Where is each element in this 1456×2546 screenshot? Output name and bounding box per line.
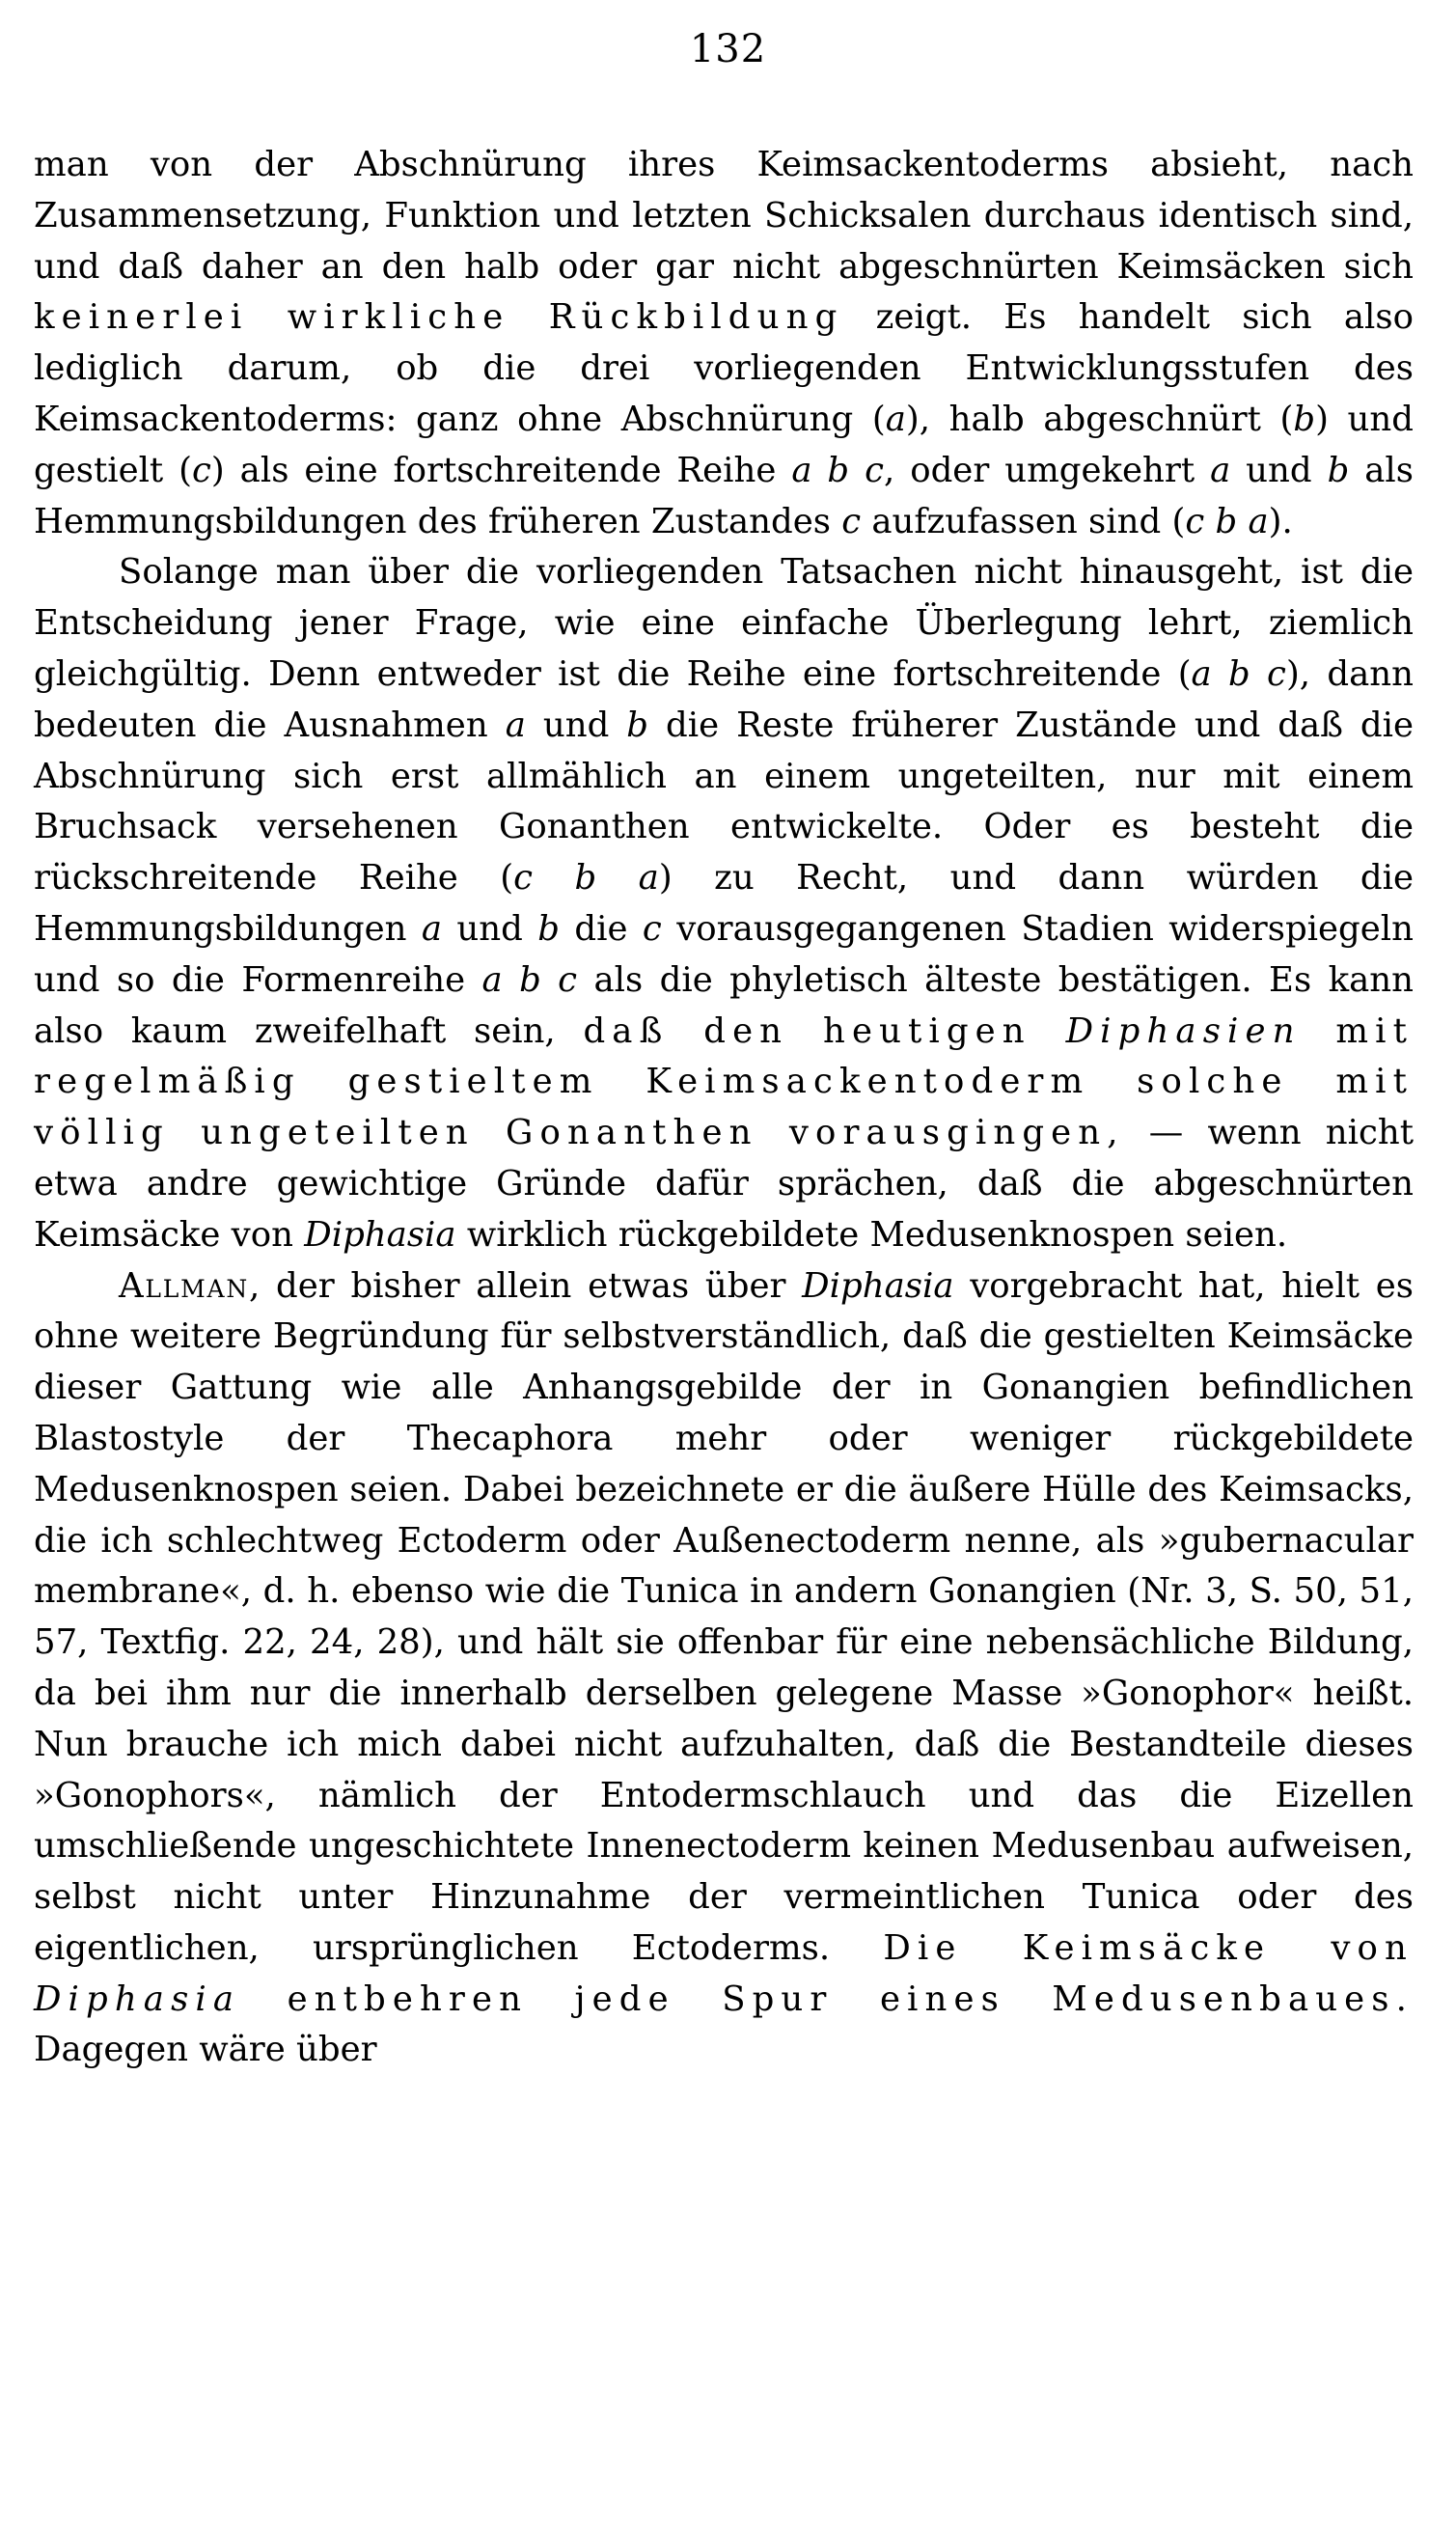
text-run: — wenn nicht etwa andre gewichtige Gründe dafür sprächen, daß die abgeschnürten Keimsäcke von: [34, 1113, 1414, 1255]
text-run: Dagegen wäre über: [34, 2030, 377, 2070]
spaced-emphasis: Die Keimsäcke von: [883, 1927, 1414, 1968]
paragraph-1: [34, 140, 1414, 547]
text-run: die Reste früherer Zustände und daß die Abschnürung sich erst allmählich an einem ungeteilten, nur mit einem Bruchsack versehenen Gonanthen entwickelte. Oder es besteht die rückschreitende Reihe (: [34, 705, 1414, 899]
page-number: 132: [689, 27, 767, 71]
text-run: und: [442, 908, 538, 949]
spaced-emphasis: entbehren jede Spur eines Medusenbaues.: [240, 1979, 1414, 2019]
italic-genus: Diphasia: [304, 1214, 456, 1255]
italic-series: c b a: [1185, 501, 1269, 541]
text-run: ) und gestielt (: [34, 399, 1414, 490]
italic-genus: Diphasia: [802, 1265, 954, 1306]
italic-letter: c: [192, 450, 211, 490]
text-run: als Hemmungsbildungen des früheren Zustandes: [34, 450, 1414, 541]
italic-letter: b: [1293, 399, 1316, 439]
text-run: man von der Abschnürung ihres Keimsackentoderms absieht, nach Zusammensetzung, Funktion und letzten Schicksalen durchaus identisch sind, und daß daher an den halb oder gar nicht abgeschnürten Keimsäcken sich: [34, 145, 1414, 287]
italic-letter: a: [885, 399, 906, 439]
italic-series: a b c: [791, 450, 884, 490]
text-run: und: [1230, 450, 1328, 490]
body-text: [34, 140, 1414, 2076]
text-run: als die phyletisch älteste bestätigen. Es kann also kaum zweifelhaft sein,: [34, 959, 1414, 1051]
text-run: wirklich rückgebildete Medusenknospen seien.: [455, 1214, 1288, 1255]
text-run: ).: [1268, 501, 1293, 541]
italic-letter: c: [841, 501, 862, 541]
text-run: ), halb abgeschnürt (: [905, 399, 1294, 439]
italic-letter: b: [1327, 450, 1350, 490]
spaced-emphasis: keinerlei wirkliche Rückbildung: [34, 297, 844, 338]
italic-series: c b a: [513, 858, 659, 899]
text-run: zeigt. Es handelt sich also lediglich darum, ob die drei vorliegenden Entwicklungsstufen des Keimsackentoderms: ganz ohne Abschnürung (: [34, 297, 1414, 439]
spaced-emphasis: daß den heutigen: [583, 1010, 1066, 1051]
text-run: vorgebracht hat, hielt es ohne weitere Begründung für selbstverständlich, daß die gestielten Keimsäcke dieser Gattung wie alle Anhangsgebilde der in Gonangien befindlichen Blastostyle der Thecaphora mehr oder weniger rückgebildete Medusenknospen seien. Dabei bezeichnete er die äußere Hülle des Keimsacks, die ich schlechtweg Ectoderm oder Außenectoderm nenne, als »gubernacular membrane«, d. h. ebenso wie die Tunica in andern Gonangien (Nr. 3, S. 50, 51, 57, Textfig. 22, 24, 28), und hält sie offenbar für eine nebensächliche Bildung, da bei ihm nur die innerhalb derselben gelegene Masse »Gonophor« heißt. Nun brauche ich mich dabei nicht aufzuhalten, daß die Bestandteile dieses »Gonophors«, nämlich der Entodermschlauch und das die Eizellen umschließende ungeschichtete Innenectoderm keinen Medusenbau aufweisen, selbst nicht unter Hinzunahme der vermeintlichen Tunica oder des eigentlichen, ursprünglichen Ectoderms.: [34, 1265, 1415, 1968]
italic-letter: a: [421, 908, 443, 949]
italic-letter: b: [537, 908, 561, 949]
spaced-emphasis: mit regelmäßig gestieltem Keimsackentoderm solche mit völlig ungeteilten Gonanthen vorausgingen,: [34, 1010, 1414, 1153]
italic-letter: a: [1210, 450, 1231, 490]
spaced-italic-genus: Diphasia: [34, 1979, 241, 2019]
italic-series: a b c: [1191, 653, 1286, 694]
italic-letter: b: [626, 705, 649, 745]
text-run: Solange man über die vorliegenden Tatsachen nicht hinausgeht, ist die Entscheidung jener Frage, wie eine einfache Überlegung lehrt, ziemlich gleichgültig. Denn entweder ist die Reihe eine fortschreitende (: [34, 552, 1414, 694]
text-run: ), dann bedeuten die Ausnahmen: [34, 653, 1414, 745]
paragraph-2: [34, 547, 1414, 1260]
author-name: Allman: [119, 1265, 250, 1306]
text-run: vorausgegangenen Stadien widerspiegeln und so die Formenreihe: [34, 908, 1414, 1000]
text-run: , der bisher allein etwas über: [249, 1265, 803, 1306]
text-run: ) als eine fortschreitende Reihe: [210, 450, 792, 490]
italic-letter: c: [642, 908, 662, 949]
paragraph-3: [34, 1261, 1414, 2077]
text-run: und: [525, 705, 627, 745]
text-run: , oder umgekehrt: [883, 450, 1211, 490]
italic-letter: a: [505, 705, 526, 745]
text-run: aufzufassen sind (: [861, 501, 1186, 541]
text-run: ) zu Recht, und dann würden die Hemmungsbildungen: [34, 858, 1414, 949]
italic-series: a b c: [481, 959, 578, 1000]
spaced-italic-genus: Diphasien: [1065, 1010, 1302, 1051]
text-run: die: [560, 908, 643, 949]
